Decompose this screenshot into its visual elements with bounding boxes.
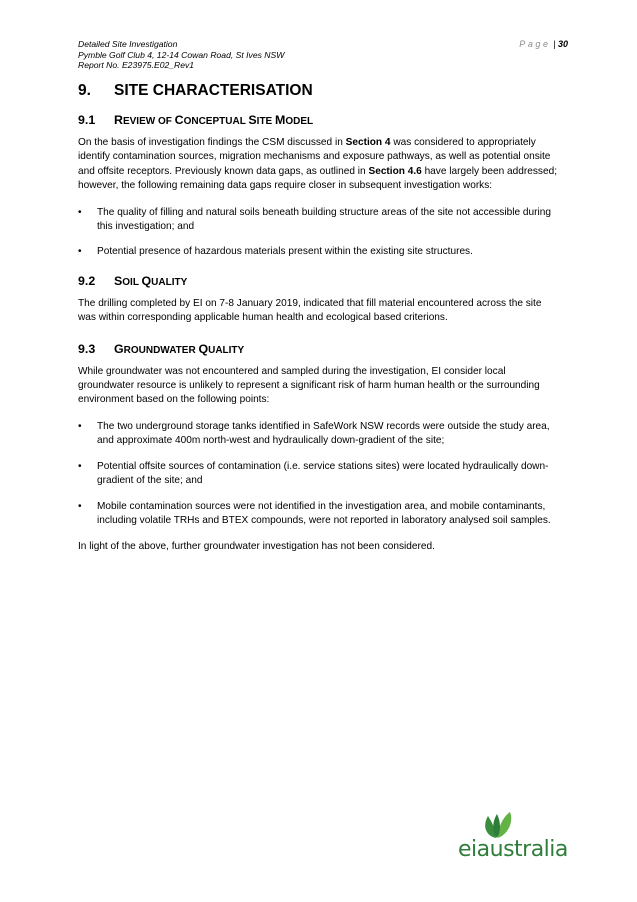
title-part: ODEL bbox=[285, 116, 314, 127]
list-item-text: Potential offsite sources of contamination (i.e. service stations sites) were located hydraulically down-gradient of the site; and bbox=[97, 460, 549, 487]
title-letter: Q bbox=[141, 273, 152, 288]
section-reference: Section 4.6 bbox=[368, 165, 422, 177]
leaf-icon bbox=[476, 810, 520, 840]
page-number-label bbox=[519, 39, 568, 50]
title-part: ONCEPTUAL bbox=[183, 116, 249, 127]
list-item bbox=[78, 420, 562, 449]
title-part: EVIEW OF bbox=[122, 116, 175, 127]
subsection-number: 9.2 bbox=[78, 273, 96, 288]
list-item bbox=[78, 460, 562, 489]
bullet-icon: • bbox=[78, 460, 82, 472]
title-part: UALITY bbox=[208, 344, 245, 356]
section-reference: Section 4 bbox=[345, 137, 391, 148]
list-item bbox=[78, 500, 562, 529]
paragraph-conclusion: In light of the above, further groundwater investigation has not been considered. bbox=[78, 541, 435, 553]
header-report-number: Report No. E23975.E02_Rev1 bbox=[78, 60, 195, 71]
bullet-icon: • bbox=[78, 206, 82, 218]
groundwater-points-list bbox=[78, 420, 562, 528]
title-part: ROUNDWATER bbox=[123, 344, 199, 356]
title-part: UALITY bbox=[151, 276, 188, 288]
logo-text: eiaustralia bbox=[458, 837, 568, 862]
title-part: ITE bbox=[256, 116, 276, 127]
title-letter: C bbox=[174, 113, 184, 127]
text-run: On the basis of investigation findings the CSM discussed in bbox=[78, 137, 346, 148]
bullet-icon: • bbox=[78, 500, 82, 512]
subsection-heading-9-2 bbox=[78, 274, 562, 288]
text-run: have largely been addressed; however, the following remaining data gaps require closer in subsequent investigation works: bbox=[78, 165, 558, 192]
data-gaps-list bbox=[78, 206, 562, 260]
ei-australia-logo bbox=[458, 810, 568, 862]
page-separator: | bbox=[550, 39, 558, 49]
subsection-heading-9-3 bbox=[78, 342, 562, 356]
bullet-icon: • bbox=[78, 420, 82, 432]
page-content bbox=[78, 82, 562, 567]
title-letter: Q bbox=[198, 341, 209, 356]
title-letter: R bbox=[114, 113, 123, 127]
bullet-icon: • bbox=[78, 246, 82, 258]
header-report-title: Detailed Site Investigation bbox=[78, 39, 178, 49]
title-part: OIL bbox=[122, 276, 142, 288]
paragraph-csm-review bbox=[78, 136, 562, 194]
list-item-text: The two underground storage tanks identified in SafeWork NSW records were outside the study area, and approximate 400m north-west and hydraulically down-gradient of the site; bbox=[97, 420, 550, 447]
list-item-text: The quality of filling and natural soils beneath building structure areas of the site not accessible during this investigation; and bbox=[97, 206, 551, 233]
text-run: was considered to appropriately identify contamination sources, migration mechanisms and exposure pathways, as well as potential onsite and offsite receptors. Previously known data gaps, as outlined in bbox=[78, 137, 551, 177]
list-item-text: Mobile contamination sources were not identified in the investigation area, and mobile contaminants, including volatile TRHs and BTEX compounds, were not reported in laboratory analysed soil samples. bbox=[97, 500, 551, 526]
header-site-address: Pymble Golf Club 4, 12-14 Cowan Road, St Ives NSW bbox=[78, 49, 285, 60]
section-title: SITE CHARACTERISATION bbox=[114, 82, 313, 99]
title-letter: G bbox=[114, 341, 124, 356]
subsection-number: 9.1 bbox=[78, 113, 96, 127]
title-letter: S bbox=[248, 113, 257, 127]
paragraph-groundwater-intro: While groundwater was not encountered and sampled during the investigation, EI consider local groundwater resource is unlikely to represent a significant risk of harm human health or the surrounding environment based on the following points: bbox=[78, 365, 540, 406]
section-heading-9 bbox=[78, 82, 562, 100]
list-item-text: Potential presence of hazardous materials present within the existing site structures. bbox=[97, 246, 473, 258]
page-number: 30 bbox=[557, 39, 568, 49]
paragraph-soil-quality: The drilling completed by EI on 7-8 January 2019, indicated that fill material encountered across the site was within corresponding applicable human health and ecological based criterions. bbox=[78, 297, 542, 324]
subsection-number: 9.3 bbox=[78, 341, 96, 356]
title-letter: M bbox=[275, 113, 286, 127]
list-item bbox=[78, 206, 562, 235]
subsection-heading-9-1 bbox=[78, 113, 562, 127]
list-item bbox=[78, 245, 562, 259]
title-letter: S bbox=[114, 273, 123, 288]
section-number: 9. bbox=[78, 82, 91, 99]
page-header bbox=[78, 39, 568, 71]
page-word: Page bbox=[519, 39, 551, 49]
